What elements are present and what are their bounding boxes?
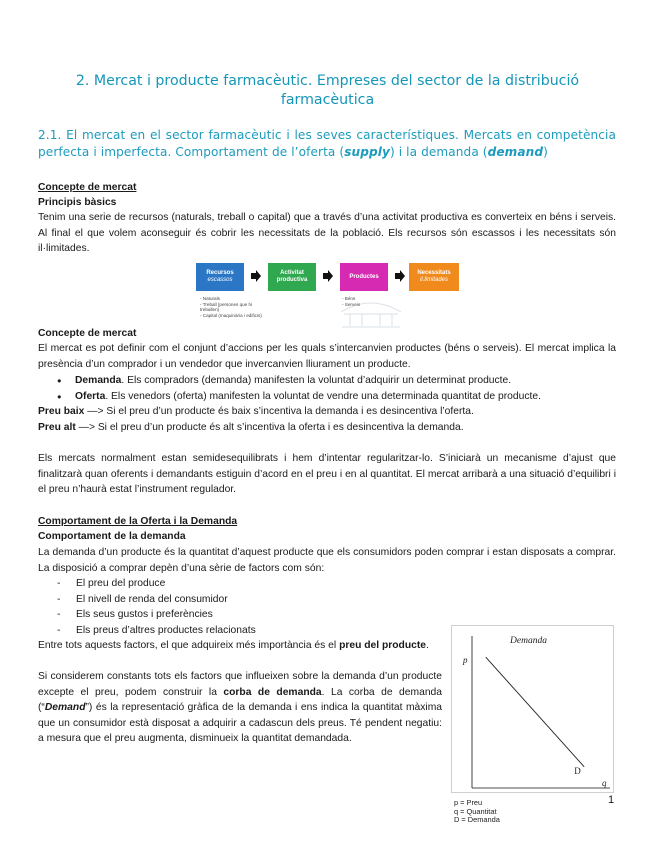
offer-text: . Els venedors (oferta) manifesten la voluntat de vendre una determinada quantitat de producte. — [105, 390, 541, 402]
arrow-right-icon — [395, 270, 405, 282]
note-services: - Serveis — [342, 301, 361, 307]
section-heading-part1: 2.1. El mercat en el sector farmacèutic i les seves característiques. Mercats en competència perfecta i imperfecta. Comportament de l’oferta ( — [38, 128, 616, 159]
watermark-decoration — [336, 292, 406, 330]
x-axis-label: q — [602, 778, 607, 788]
demand-english-term: Demand — [44, 702, 86, 713]
arrow-right-icon — [323, 270, 333, 282]
chart-title: Demanda — [510, 636, 547, 646]
box-resources-sub: escassos — [207, 277, 233, 283]
legend-quantity: q = Quantitat — [454, 806, 497, 816]
arrow-right-icon — [251, 270, 261, 282]
list-item: - Els seus gustos i preferències — [76, 607, 416, 623]
resources-notes — [200, 296, 262, 318]
chapter-heading: 2. Mercat i producte farmacèutic. Empreses del sector de la distribució farmacèutica — [75, 73, 580, 108]
box-needs-label: Necessitats — [417, 270, 451, 276]
price-importance-end: . — [426, 640, 429, 651]
list-item: - El preu del produce — [76, 576, 416, 592]
box-needs-sub: il.limitades — [419, 277, 448, 283]
list-item — [75, 389, 615, 405]
note-work-cont: treballen) — [200, 307, 220, 313]
demand-definition-paragraph: La demanda d’un producte és la quantitat d’aquest producte que els consumidors poden comprar i estan disposats a comprar. La disposició a comprar depèn d’una sèrie de factors com són: — [38, 547, 616, 574]
high-price-line — [38, 420, 616, 436]
demand-series-label: D — [574, 765, 581, 776]
section-heading-part2: ) i la demanda ( — [389, 144, 488, 159]
note-goods: - Béns — [342, 296, 356, 301]
section-heading-part3: ) — [543, 144, 548, 159]
resources-flow-diagram — [196, 260, 466, 332]
price-importance-paragraph — [38, 638, 442, 654]
demand-factors-list — [76, 576, 416, 638]
legend-price: p = Preu — [454, 798, 483, 807]
page-number: 1 — [608, 794, 615, 806]
legend-demand: D = Demanda — [454, 815, 500, 824]
box-activity-label: Activitat — [280, 270, 304, 276]
concept-market-title: Concepte de mercat — [38, 182, 137, 193]
supply-demand-title: Comportament de la Oferta i la Demanda — [38, 516, 238, 527]
demand-term: demand — [487, 144, 544, 159]
high-price-label: Preu alt — [38, 422, 76, 433]
basic-principles-title: Principis bàsics — [38, 197, 117, 208]
demand-curve-text-a: Si considerem constants tots els factors que influeixen sobre la demanda d’un producte excepte el preu, podem construir la — [38, 671, 442, 698]
demand-text: . Els compradors (demanda) manifesten la voluntat d’adquirir un determinat producte. — [121, 375, 512, 386]
low-price-line — [38, 404, 616, 420]
chart-legend — [454, 799, 500, 825]
demand-behavior-title: Comportament de la demanda — [38, 531, 186, 542]
basic-principles-paragraph: Tenim una serie de recursos (naturals, treball o capital) que a través d’una activitat productiva es converteix en béns i serveis. Al final el que volem aconseguir és cobrir les necessitats de la població. Els recursos són escassos i les necessitats són il·limitades. — [38, 212, 616, 254]
demand-curve-paragraph — [38, 669, 442, 747]
low-price-label: Preu baix — [38, 406, 85, 417]
offer-label: Oferta — [75, 390, 106, 402]
market-roles-list — [75, 373, 615, 404]
list-item — [75, 373, 615, 389]
price-product-term: preu del producte — [339, 640, 427, 651]
y-axis-label: p — [463, 655, 468, 665]
box-products-label: Productes — [349, 273, 379, 280]
box-resources-label: Recursos — [206, 270, 234, 276]
low-price-text: —> Si el preu d’un producte és baix s’incentiva la demanda i es desincentiva l’oferta. — [84, 406, 474, 417]
demand-curve-line — [486, 657, 584, 767]
price-importance-text: Entre tots aquests factors, el que adquireix més importància és el — [38, 640, 340, 651]
demand-label: Demanda — [75, 375, 122, 386]
box-activity — [268, 263, 316, 291]
note-work: - Treball (persones que hi — [200, 301, 253, 307]
box-products — [340, 263, 388, 291]
equilibrium-paragraph: Els mercats normalment estan semidesequilibrats i hem d’intentar regularitzar-lo. S’iniciarà un mecanisme d’ajust que finalitzarà quan oferents i demandants estiguin d’acord en el preu i en al quantitat. El mercat arribarà a una situació d’equilibri i el preu n’haurà estat l’instrument regulador. — [38, 453, 616, 495]
box-needs — [409, 263, 459, 291]
section-heading — [38, 127, 616, 160]
market-definition-paragraph: El mercat es pot definir com el conjunt d’accions per les quals s’intercanvien productes (béns o serveis). El mercat implica la presència d’un comprador i un vendedor que invercanvien lliurament un producte. — [38, 343, 616, 370]
note-natural: - Naturals — [200, 296, 220, 301]
note-capital: - Capital (maquinària i edificis) — [200, 312, 262, 318]
demand-curve-text-c: ”) és la representació gràfica de la demanda i ens indica la quantitat màxima que un consumidor està disposat a adquirir a cadascun dels preus. Té pendent negatiu: a mesura que el preu augmenta, disminueix la quantitat demandada. — [38, 702, 442, 744]
box-activity-sub: productiva — [276, 277, 308, 283]
demand-curve-text-b: . La corba de demanda (“ — [38, 686, 442, 713]
list-item: - El nivell de renda del consumidor — [76, 592, 416, 608]
demand-curve-term: corba de demanda — [223, 686, 322, 698]
supply-term: supply — [344, 144, 390, 159]
demand-chart — [451, 625, 614, 793]
box-resources — [196, 263, 244, 291]
concept-market-subtitle: Concepte de mercat — [38, 328, 137, 339]
high-price-text: —> Si el preu d’un producte és alt s’incentiva la oferta i es desincentiva la demanda. — [75, 422, 464, 433]
list-item: - Els preus d’altres productes relacionats — [76, 623, 416, 639]
demand-chart-svg — [452, 626, 613, 792]
